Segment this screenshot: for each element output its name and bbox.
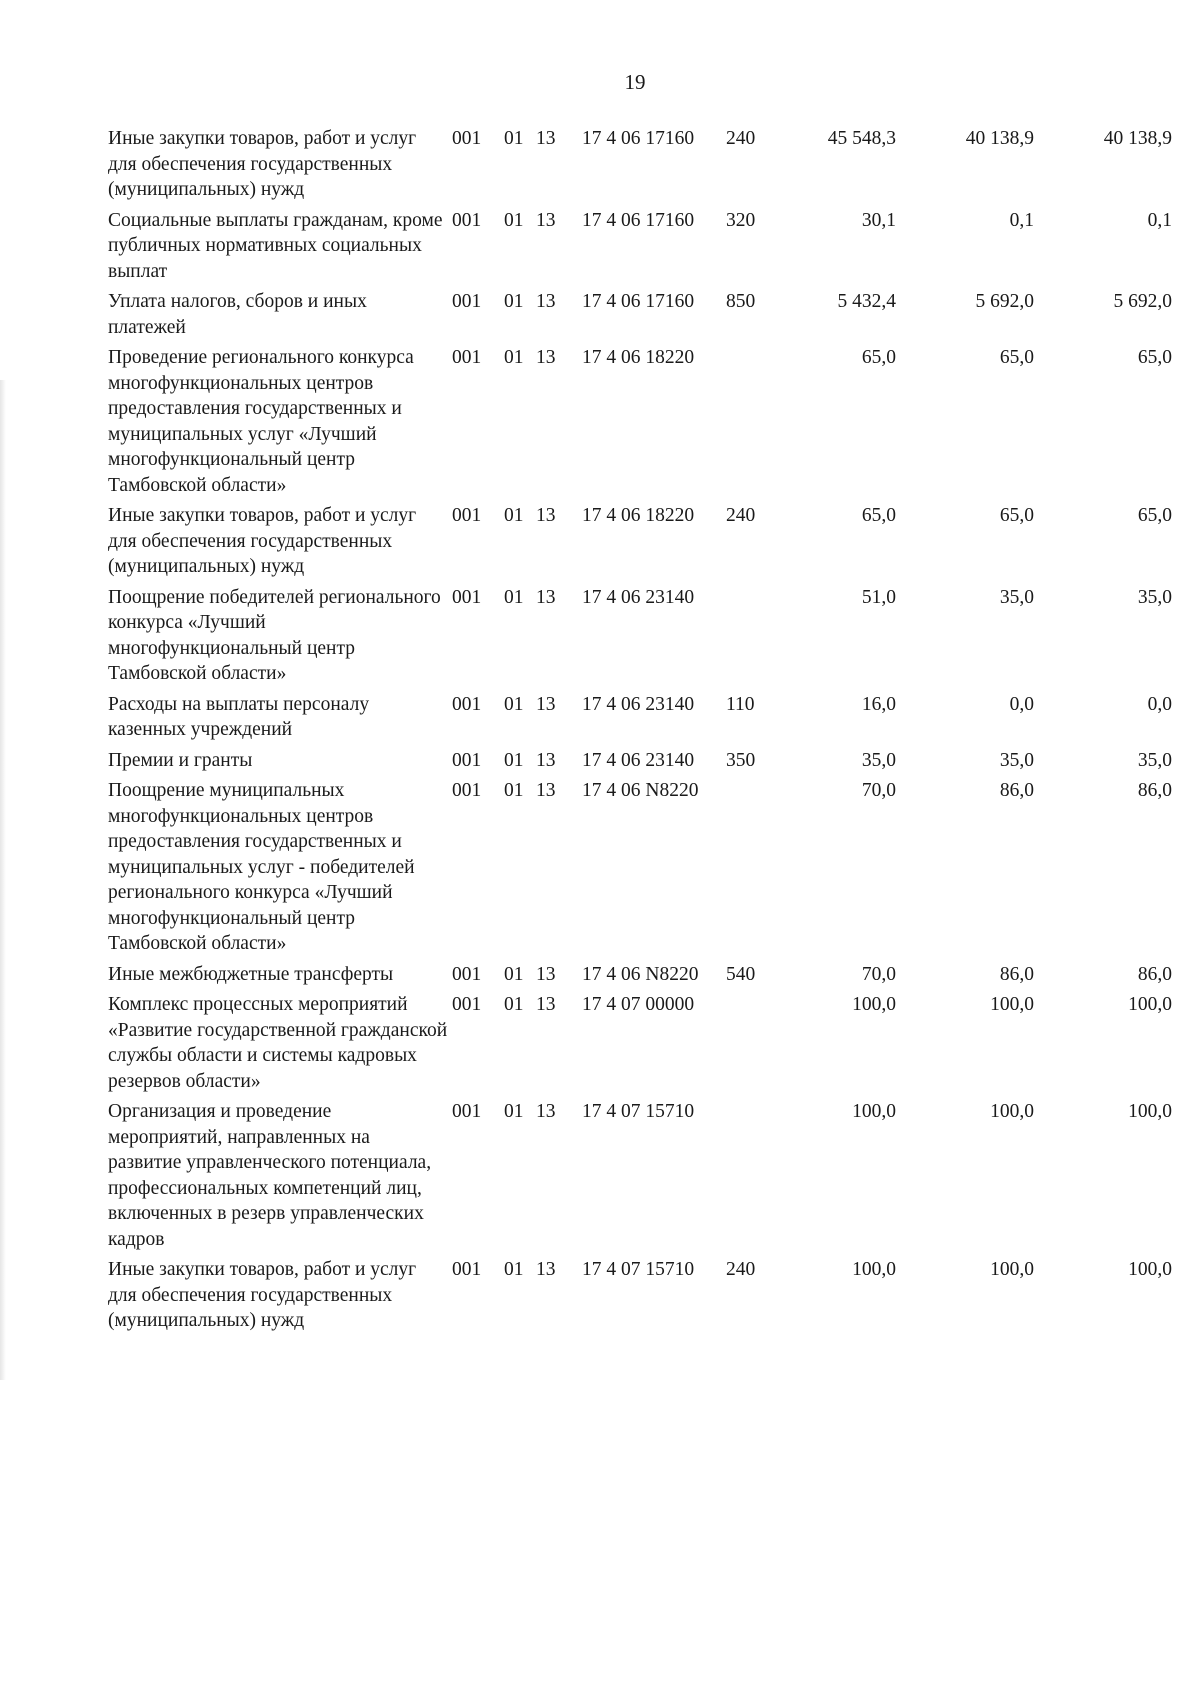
- amount-year-3: 35,0: [1137, 749, 1172, 771]
- amount-year-2: 86,0: [999, 780, 1034, 801]
- amount-year-3: 35,0: [1137, 586, 1172, 608]
- code-target-article: 17 4 07 15710: [582, 1259, 695, 1280]
- code-subsection: 13: [536, 749, 556, 771]
- amount-year-2: 100,0: [990, 1101, 1034, 1122]
- code-expense-type: 240: [726, 128, 756, 149]
- amount-year-3: 65,0: [1137, 505, 1172, 526]
- amount-year-1: 51,0: [861, 586, 896, 608]
- code-expense-type: 850: [726, 291, 756, 312]
- code-grbs: 001: [452, 780, 482, 801]
- item-name: Комплекс процессных мероприятий «Развитие государственной гражданской службы области и системы кадровых резервов области»: [108, 994, 448, 1092]
- code-section: 01: [504, 347, 524, 368]
- amount-year-1: 16,0: [861, 693, 896, 715]
- amount-year-2: 35,0: [999, 749, 1034, 771]
- code-target-article: 17 4 06 23140: [582, 693, 695, 715]
- amount-year-1: 100,0: [852, 1259, 896, 1280]
- item-name: Премии и гранты: [108, 749, 253, 771]
- code-expense-type: 110: [726, 693, 755, 715]
- code-subsection: 13: [536, 209, 556, 231]
- amount-year-3: 5 692,0: [1113, 291, 1172, 312]
- code-subsection: 13: [536, 994, 556, 1015]
- item-name: Уплата налогов, сборов и иных платежей: [108, 291, 367, 338]
- table-row: [108, 345, 1178, 498]
- code-grbs: 001: [452, 693, 482, 715]
- item-name: Поощрение муниципальных многофункциональных центров предоставления государственных и муниципальных услуг - победителей регионального конкурса «Лучший многофункциональный центр Тамбовской области»: [108, 780, 415, 954]
- table-row: [108, 289, 1178, 340]
- code-grbs: 001: [452, 291, 482, 312]
- code-section: 01: [504, 749, 524, 771]
- amount-year-1: 35,0: [861, 749, 896, 771]
- table-row: [108, 585, 1178, 687]
- code-expense-type: 320: [726, 209, 756, 231]
- amount-year-3: 100,0: [1128, 994, 1172, 1015]
- amount-year-3: 40 138,9: [1103, 128, 1172, 149]
- item-name: Организация и проведение мероприятий, направленных на развитие управленческого потенциала, профессиональных компетенций лиц, включенных в резерв управленческих кадров: [108, 1101, 432, 1250]
- amount-year-3: 86,0: [1137, 780, 1172, 801]
- page-number: 19: [624, 70, 646, 94]
- code-subsection: 13: [536, 1259, 556, 1280]
- code-expense-type: 350: [726, 749, 756, 771]
- amount-year-1: 65,0: [861, 347, 896, 368]
- code-section: 01: [504, 505, 524, 526]
- code-section: 01: [504, 693, 524, 715]
- amount-year-1: 45 548,3: [827, 128, 896, 149]
- code-subsection: 13: [536, 505, 556, 526]
- table-row: [108, 692, 1178, 743]
- code-section: 01: [504, 780, 524, 801]
- code-section: 01: [504, 586, 524, 608]
- amount-year-1: 70,0: [861, 963, 896, 985]
- code-grbs: 001: [452, 963, 482, 985]
- item-name: Иные закупки товаров, работ и услуг для обеспечения государственных (муниципальных) нужд: [108, 505, 417, 577]
- code-subsection: 13: [536, 693, 556, 715]
- code-subsection: 13: [536, 1101, 556, 1122]
- code-expense-type: 540: [726, 963, 756, 985]
- amount-year-2: 0,1: [1009, 209, 1034, 231]
- code-grbs: 001: [452, 347, 482, 368]
- amount-year-3: 0,0: [1147, 693, 1172, 715]
- code-target-article: 17 4 06 17160: [582, 209, 695, 231]
- code-target-article: 17 4 07 15710: [582, 1101, 695, 1122]
- table-row: [108, 992, 1178, 1094]
- table-row: [108, 503, 1178, 580]
- code-grbs: 001: [452, 128, 482, 149]
- item-name: Иные закупки товаров, работ и услуг для обеспечения государственных (муниципальных) нужд: [108, 1259, 417, 1331]
- code-subsection: 13: [536, 347, 556, 368]
- code-target-article: 17 4 07 00000: [582, 994, 695, 1015]
- amount-year-2: 86,0: [999, 963, 1034, 985]
- amount-year-2: 0,0: [1009, 693, 1034, 715]
- code-target-article: 17 4 06 N8220: [582, 963, 699, 985]
- code-target-article: 17 4 06 17160: [582, 291, 695, 312]
- code-grbs: 001: [452, 994, 482, 1015]
- amount-year-2: 40 138,9: [965, 128, 1034, 149]
- code-target-article: 17 4 06 23140: [582, 749, 695, 771]
- table-row: [108, 1099, 1178, 1252]
- code-grbs: 001: [452, 1101, 482, 1122]
- code-subsection: 13: [536, 780, 556, 801]
- amount-year-2: 100,0: [990, 994, 1034, 1015]
- code-grbs: 001: [452, 505, 482, 526]
- code-section: 01: [504, 209, 524, 231]
- item-name: Иные закупки товаров, работ и услуг для обеспечения государственных (муниципальных) нужд: [108, 128, 417, 200]
- amount-year-1: 30,1: [861, 209, 896, 231]
- code-expense-type: 240: [726, 1259, 756, 1280]
- amount-year-3: 65,0: [1137, 347, 1172, 368]
- amount-year-2: 65,0: [999, 347, 1034, 368]
- code-expense-type: 240: [726, 505, 756, 526]
- code-section: 01: [504, 1259, 524, 1280]
- amount-year-2: 65,0: [999, 505, 1034, 526]
- code-target-article: 17 4 06 17160: [582, 128, 695, 149]
- amount-year-1: 65,0: [861, 505, 896, 526]
- item-name: Иные межбюджетные трансферты: [108, 963, 394, 985]
- code-subsection: 13: [536, 128, 556, 149]
- code-section: 01: [504, 128, 524, 149]
- code-grbs: 001: [452, 209, 482, 231]
- code-section: 01: [504, 994, 524, 1015]
- amount-year-2: 5 692,0: [975, 291, 1034, 312]
- item-name: Поощрение победителей регионального конкурса «Лучший многофункциональный центр Тамбовской области»: [108, 586, 441, 684]
- code-section: 01: [504, 1101, 524, 1122]
- code-target-article: 17 4 06 N8220: [582, 780, 699, 801]
- table-row: [108, 208, 1178, 285]
- code-grbs: 001: [452, 586, 482, 608]
- amount-year-3: 100,0: [1128, 1101, 1172, 1122]
- budget-table: [108, 126, 1178, 1339]
- amount-year-1: 100,0: [852, 994, 896, 1015]
- amount-year-3: 86,0: [1137, 963, 1172, 985]
- code-target-article: 17 4 06 18220: [582, 347, 695, 368]
- amount-year-1: 100,0: [852, 1101, 896, 1122]
- code-section: 01: [504, 291, 524, 312]
- code-grbs: 001: [452, 749, 482, 771]
- amount-year-2: 35,0: [999, 586, 1034, 608]
- table-row: [108, 962, 1178, 988]
- code-grbs: 001: [452, 1259, 482, 1280]
- amount-year-1: 70,0: [861, 780, 896, 801]
- table-row: [108, 778, 1178, 957]
- amount-year-1: 5 432,4: [837, 291, 896, 312]
- table-row: [108, 748, 1178, 774]
- table-row: [108, 126, 1178, 203]
- amount-year-3: 0,1: [1147, 209, 1172, 231]
- amount-year-3: 100,0: [1128, 1259, 1172, 1280]
- item-name: Социальные выплаты гражданам, кроме публичных нормативных социальных выплат: [108, 209, 443, 282]
- code-subsection: 13: [536, 586, 556, 608]
- amount-year-2: 100,0: [990, 1259, 1034, 1280]
- code-section: 01: [504, 963, 524, 985]
- code-subsection: 13: [536, 963, 556, 985]
- table-row: [108, 1257, 1178, 1334]
- code-target-article: 17 4 06 18220: [582, 505, 695, 526]
- scan-edge: [0, 380, 6, 1380]
- code-target-article: 17 4 06 23140: [582, 586, 695, 608]
- item-name: Расходы на выплаты персоналу казенных учреждений: [108, 693, 370, 740]
- item-name: Проведение регионального конкурса многофункциональных центров предоставления государственных и муниципальных услуг «Лучший многофункциональный центр Тамбовской области»: [108, 347, 414, 496]
- code-subsection: 13: [536, 291, 556, 312]
